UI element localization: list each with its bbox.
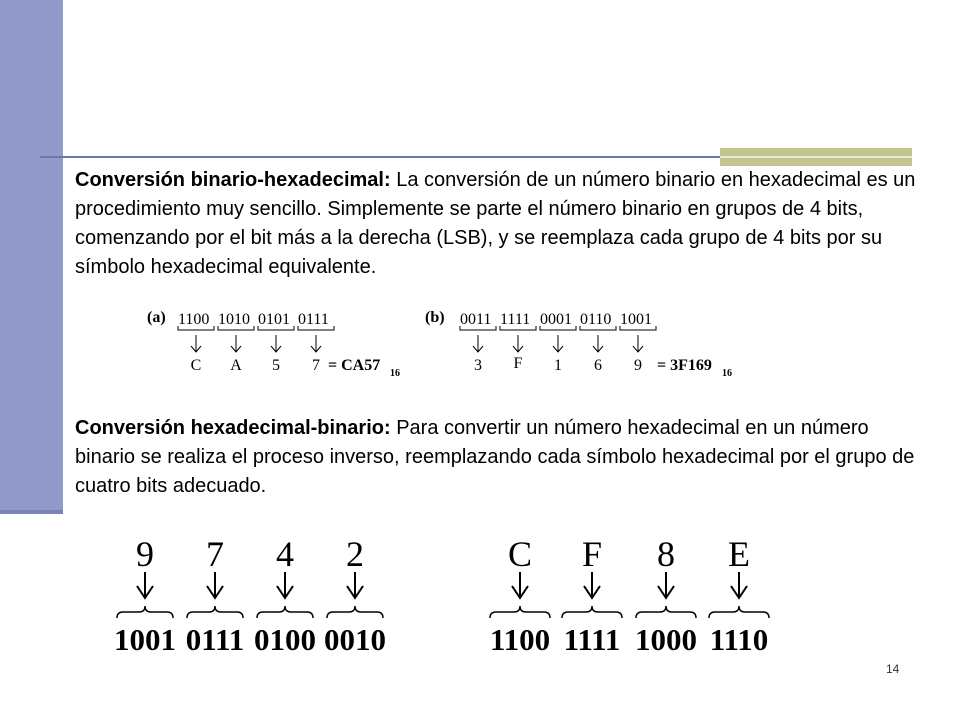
down-arrow-icon — [512, 572, 528, 598]
down-arrow-icon — [347, 572, 363, 598]
down-arrow-icon — [473, 335, 483, 352]
down-arrow-icon — [731, 572, 747, 598]
down-arrow-icon — [658, 572, 674, 598]
figure-a-label: (a) — [147, 309, 166, 326]
hex-symbol: 9 — [136, 534, 154, 574]
bin-group: 1000 — [635, 622, 697, 657]
hex-symbol: 2 — [346, 534, 364, 574]
figure-c-braces — [117, 606, 383, 618]
down-arrow-icon — [191, 335, 201, 352]
bin-group: 0010 — [324, 622, 386, 657]
accent-bar-line — [720, 156, 912, 158]
paragraph-bin-to-hex — [75, 166, 925, 298]
body-bin-to-hex: La conversión de un número binario en hexadecimal es un procedimiento muy sencillo. Simplemente se parte el número binario en grupos de 4 bits, comenzando por el bit más a la derecha (LSB), y se reemplaza cada grupo de 4 bits por su símbolo hexadecimal equivalente. — [75, 169, 916, 278]
figure-a-arrows — [191, 335, 321, 352]
down-arrow-icon — [137, 572, 153, 598]
hex-symbol: 4 — [276, 534, 294, 574]
figure-b-result: = 3F169 — [657, 357, 712, 374]
hex-symbol: 8 — [657, 534, 675, 574]
figure-b-result-base: 16 — [722, 368, 732, 379]
bin-group: 1100 — [489, 622, 551, 657]
group-brace — [709, 606, 769, 618]
figure-b — [425, 302, 765, 382]
hex-symbol: 1 — [554, 357, 562, 374]
group-brace — [257, 606, 313, 618]
group-brace — [636, 606, 696, 618]
group-brace — [117, 606, 173, 618]
bin-group: 1111 — [563, 622, 621, 657]
group-brace — [562, 606, 622, 618]
bin-group: 1111 — [500, 311, 531, 328]
hex-symbol: F — [513, 355, 523, 372]
figure-a-result-base: 16 — [390, 368, 400, 379]
bin-group: 0111 — [298, 311, 329, 328]
down-arrow-icon — [633, 335, 643, 352]
bin-group: 0111 — [185, 622, 245, 657]
hex-symbol: 7 — [312, 357, 320, 374]
hex-symbol: A — [230, 357, 242, 374]
bin-group: 0110 — [580, 311, 612, 328]
hex-symbol: C — [507, 534, 533, 574]
hex-symbol: F — [581, 534, 603, 574]
heading-hex-to-bin: Conversión hexadecimal-binario: — [75, 417, 391, 439]
down-arrow-icon — [311, 335, 321, 352]
page-number: 14 — [886, 662, 900, 676]
hex-symbol: 9 — [634, 357, 642, 374]
hex-symbol: C — [190, 357, 202, 374]
down-arrow-icon — [271, 335, 281, 352]
bin-group: 0101 — [258, 311, 290, 328]
bin-group: 1110 — [709, 622, 769, 657]
hex-symbol: E — [728, 534, 750, 574]
figure-b-arrows — [473, 335, 643, 352]
hex-symbol: 6 — [594, 357, 602, 374]
bin-group: 1100 — [178, 311, 210, 328]
bin-group: 1010 — [218, 311, 250, 328]
figure-d-braces — [490, 606, 769, 618]
group-brace — [187, 606, 243, 618]
bin-group: 1001 — [114, 622, 176, 657]
bin-group: 0100 — [254, 622, 316, 657]
figure-a-result: = CA57 — [328, 357, 381, 374]
group-brace — [490, 606, 550, 618]
hex-symbol: 3 — [474, 357, 482, 374]
figure-a — [145, 302, 420, 382]
body-hex-to-bin: Para convertir un número hexadecimal en un número binario se realiza el proceso inverso, reemplazando cada símbolo hexadecimal por el grupo de cuatro bits adecuado. — [75, 417, 915, 497]
bin-group: 1001 — [620, 311, 652, 328]
figure-c — [105, 530, 400, 660]
figure-d-arrows — [512, 572, 747, 598]
bin-group: 0011 — [460, 311, 492, 328]
down-arrow-icon — [593, 335, 603, 352]
heading-bin-to-hex: Conversión binario-hexadecimal: — [75, 169, 391, 191]
sidebar-shadow — [0, 510, 63, 514]
figure-b-label: (b) — [425, 309, 445, 326]
left-sidebar-bar — [0, 0, 63, 513]
down-arrow-icon — [584, 572, 600, 598]
figure-d — [478, 530, 783, 660]
hex-symbol: 5 — [272, 357, 280, 374]
figure-a-groups — [178, 311, 329, 328]
down-arrow-icon — [207, 572, 223, 598]
figure-c-arrows — [137, 572, 363, 598]
figure-b-groups — [460, 311, 652, 328]
down-arrow-icon — [277, 572, 293, 598]
down-arrow-icon — [513, 335, 523, 352]
bin-group: 0001 — [540, 311, 572, 328]
hex-symbol: 7 — [206, 534, 224, 574]
paragraph-hex-to-bin — [75, 414, 915, 501]
down-arrow-icon — [553, 335, 563, 352]
down-arrow-icon — [231, 335, 241, 352]
group-brace — [327, 606, 383, 618]
